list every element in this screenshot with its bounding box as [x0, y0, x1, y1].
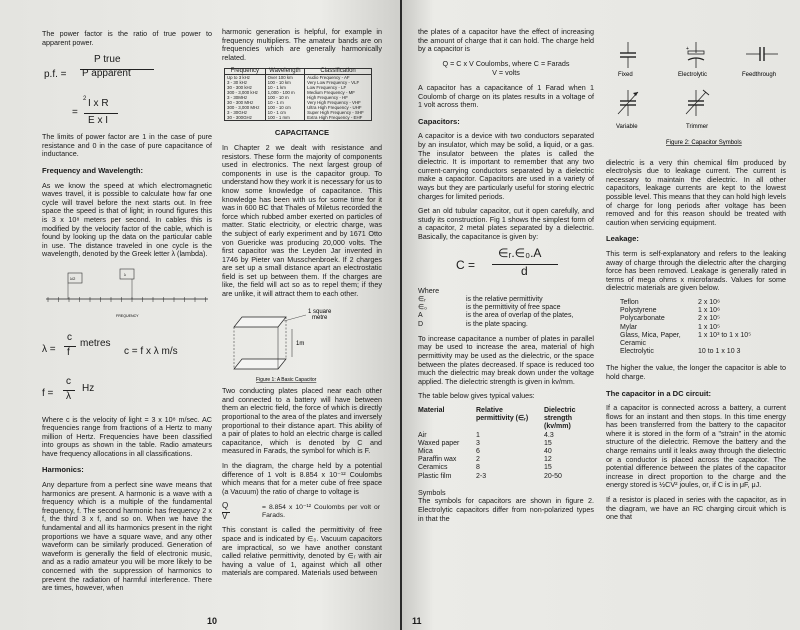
- frequency-heading: Frequency and Wavelength:: [42, 165, 143, 175]
- rc-circuit-paragraph: If a resistor is placed in series with the capacitor, as in the diagram, we have an RC charging circuit which is one that: [606, 495, 786, 522]
- pf-numerator: P true: [94, 54, 121, 66]
- leakage-row: [620, 340, 759, 348]
- lambda-denominator: f: [67, 346, 70, 358]
- wavelength-scale-figure: [42, 265, 212, 327]
- feedthrough-capacitor-icon: [746, 47, 778, 61]
- where-definitions: [418, 296, 581, 329]
- mat-permittivity: 6: [476, 448, 480, 456]
- f-denominator: λ: [66, 390, 71, 402]
- leakage-material: Polycarbonate: [620, 315, 665, 323]
- mat-table-row: [418, 440, 594, 448]
- trimmer-capacitor-icon: [686, 90, 709, 116]
- ftable-frequency-value: Up to 3 kHz: [227, 75, 250, 81]
- right-column-1: [418, 28, 594, 529]
- mat-header-material: Material: [418, 407, 445, 415]
- ftable-classification-value: Low Frequency - LF: [307, 85, 347, 91]
- mat-strength: 20-50: [544, 472, 562, 480]
- ftable-wavelength-value: Over 100 km: [267, 75, 293, 81]
- leakage-row: [620, 332, 759, 340]
- pf-denominator-2: E x I: [88, 115, 109, 127]
- ftable-classification-value: Super High Frequency - SHF: [307, 110, 364, 116]
- capacitance-formula: [418, 247, 594, 287]
- light-velocity-paragraph: Where c is the velocity of light = 3 x 10⁸ m/sec. AC frequencies range from fractions of a Hertz to many million of Hertz. Frequencies have been classified into groups as shown in the table. Radio amateurs have frequency allocations in all classifications.: [42, 414, 212, 458]
- ftable-header-frequency: Frequency: [225, 69, 266, 75]
- leakage-value: 2 x 10⁵: [698, 315, 720, 323]
- capacitors-heading: Capacitors:: [418, 116, 460, 126]
- mat-material: Paraffin wax: [418, 456, 457, 464]
- mat-strength: 40: [544, 448, 552, 456]
- leakage-material: Electrolytic: [620, 348, 654, 356]
- fig1-leader: [284, 315, 306, 321]
- mat-permittivity: 8: [476, 464, 480, 472]
- ftable-wavelength-value: 100 - 1 mm: [267, 115, 290, 121]
- leakage-row: [620, 324, 759, 332]
- leakage-material: Teflon: [620, 298, 639, 306]
- leakage-row: [620, 315, 759, 323]
- ftable-classification-value: High Frequency - HF: [307, 95, 348, 101]
- ftable-wavelength-value: 100 - 10 cm: [267, 105, 291, 111]
- mat-material: Air: [418, 431, 427, 439]
- mat-material: Plastic film: [418, 472, 452, 480]
- qv-numerator: Q: [222, 501, 229, 511]
- table-intro: The table below gives typical values:: [418, 391, 535, 401]
- leakage-material: Mylar: [620, 323, 638, 331]
- mat-permittivity: 2: [476, 456, 480, 464]
- fig1-caption: Figure 1: A Basic Capacitor: [256, 376, 317, 383]
- mat-table-row: [418, 432, 594, 440]
- ftable-wavelength-value: 100 - 10 m: [267, 95, 289, 101]
- harmonics-paragraph: Any departure from a perfect sine wave means that harmonics are present. A harmonic is a wave with a frequency which is a multiple of the fundamental frequency, f. The second harmonic has frequency 2 x f, the third 3 x f, and so on. When we have the fundamental and all its harmonics present in the right proportions we have a square wave, and any other waveform can be similarly produced. Generation of waveform is generally the field of electronic music, and as a radio amateur you will be more likely to be concerned with the suppression of harmonics to prevent the radiation of harmful interference. There are times, however, when: [42, 480, 212, 593]
- pf-numerator-2: I x R: [88, 98, 109, 110]
- variable-capacitor-icon: [618, 90, 638, 116]
- tubular-paragraph: Get an old tubular capacitor, cut it open carefully, and study its construction. Fig 1 shows the simplest form of a capacitor, 2 metal plates separated by a dielectric. Basically, the capacitance is given by:: [418, 206, 594, 241]
- ftable-header-classification: Classification: [305, 69, 372, 75]
- left-column-2: [222, 28, 382, 584]
- symbols-heading: Symbols: [418, 487, 446, 497]
- leakage-values-table: [620, 299, 759, 356]
- mat-table-body: [418, 432, 594, 481]
- plates-continued: the plates of a capacitor have the effect of increasing the amount of charge that it can hold. The charge held by a capacitor is: [418, 27, 594, 54]
- mat-table-row: [418, 473, 594, 481]
- pf-superscript: 2: [83, 96, 87, 103]
- c-formula-lhs: C =: [456, 258, 476, 273]
- farad-paragraph: A capacitor has a capacitance of 1 Farad when 1 Coulomb of charge on its plates results in a voltage of 1 volt across them.: [418, 82, 594, 110]
- conducting-plates-paragraph: Two conducting plates placed near each other and connected to a battery will have between them an electric field, the force of which is directly proportional to the area of the plates and inversely proportional to their distance apart. This ability of a pair of plates to hold an electric charge is called capacitance, which is denoted by C and measured in Farads, the symbol for which is F.: [222, 386, 382, 456]
- svg-text:+: +: [686, 46, 689, 52]
- right-page-number: 11: [412, 616, 422, 626]
- mat-header-strength: Dielectric strength (kv/mm): [544, 407, 576, 431]
- pf-denominator: P apparent: [82, 68, 131, 80]
- fig1-label-metre: metre: [312, 314, 328, 321]
- leakage-row: [620, 299, 759, 307]
- where-title: Where: [418, 286, 440, 296]
- mat-material: Ceramics: [418, 464, 448, 472]
- leakage-value: 1 x 10⁶: [698, 307, 720, 315]
- mat-permittivity: 1: [476, 431, 480, 439]
- qv-value: = 8.854 x 10⁻¹² Coulombs per volt or Farads.: [262, 504, 380, 520]
- where-description: is the plate spacing.: [466, 320, 528, 328]
- ftable-frequency-value: 30 - 300 kHz: [227, 85, 252, 91]
- qcv-volts: V = volts: [492, 68, 520, 78]
- ftable-frequency-value: 300 - 3,000 kHz: [227, 90, 258, 96]
- leakage-material: Glass, Mica, Paper,: [620, 331, 681, 339]
- mat-strength: 15: [544, 464, 552, 472]
- mat-strength: 4.3: [544, 431, 554, 439]
- f-eq: f =: [42, 387, 54, 399]
- left-column-1: [42, 30, 212, 599]
- right-column-2: [606, 36, 786, 528]
- c-formula-numerator: ∈ᵣ.∈₀.A: [498, 246, 542, 261]
- leakage-value: 2 x 10⁶: [698, 298, 720, 306]
- ftable-frequency-value: 300 - 3,000 MHz: [227, 105, 260, 111]
- ftable-wavelength-value: 10 - 1 cm: [267, 110, 286, 116]
- leakage-value: 1 x 10⁵: [698, 323, 720, 331]
- c-formula-denominator: d: [521, 264, 528, 279]
- charge-diagram-paragraph: In the diagram, the charge held by a potential difference of 1 volt is 8.854 x 10⁻¹² Coulombs which means that for a meter cube of free space (a Vacuum) the ratio of charge to voltage is: [222, 461, 382, 496]
- harmonics-continued: harmonic generation is helpful, for example in frequency multipliers. The amateur bands are on frequencies which are generally harmonically related.: [222, 27, 382, 62]
- feedthrough-label: Feedthrough: [742, 72, 777, 78]
- leakage-value: [698, 340, 759, 348]
- where-symbol: ∈ᵣ: [418, 296, 426, 304]
- ftable-frequency-value: 3 - 30 kHz: [227, 80, 248, 86]
- frequency-paragraph: As we know the speed at which electromagnetic waves travel, it is possible to calculate how far one cycle will travel before the next starts out. In free space the speed is that of light; in round figures this is 3 x 10⁸ meters per second. In cables this is modified by the velocity factor of the cable, which is found by looking up the data on the particular cable in use. The distance traveled in one cycle is the wavelength, denoted by the Greek letter λ (lambda).: [42, 180, 212, 259]
- pf-equals: =: [72, 107, 78, 119]
- fig1-dimension-label: 1m: [296, 340, 305, 347]
- capacitance-heading: CAPACITANCE: [274, 128, 330, 138]
- frequency-axis-label: FREQUENCY: [116, 313, 139, 318]
- leakage-paragraph: This term is self-explanatory and refers to the leaking away of charge through the dielectric after the charging force has been removed. Leakage is generally rated in terms of mega ohms x microfarads. Values for some dielectric materials are given below.: [606, 248, 786, 293]
- mat-strength: 15: [544, 439, 552, 447]
- where-description: is the permittivity of free space: [466, 304, 561, 312]
- ftable-wavelength-cell: [265, 75, 305, 121]
- ftable-frequency-value: 3 - 30MHz: [227, 95, 248, 101]
- power-factor-formula: [42, 53, 212, 133]
- ftable-classification-value: Audio Frequency - AF: [307, 75, 350, 81]
- leakage-heading: Leakage:: [606, 234, 639, 244]
- ftable-frequency-value: 3 - 30GHz: [227, 110, 248, 116]
- symbols-paragraph: The symbols for capacitors are shown in figure 2. Electrolytic capacitors differ from non-polarized types in that the: [418, 496, 594, 523]
- where-row: [418, 296, 581, 304]
- higher-value-paragraph: The higher the value, the longer the capacitor is able to hold charge.: [606, 363, 786, 381]
- dielectric-materials-table: [418, 407, 594, 481]
- leakage-row: [620, 307, 759, 315]
- lambda-eq: λ =: [42, 343, 56, 355]
- ftable-wavelength-value: 100 - 10 km: [267, 80, 291, 86]
- lambda-bar: [64, 346, 76, 347]
- permittivity-paragraph: This constant is called the permittivity of free space and is indicated by ∈₀. Vacuum capacitors are impractical, so we have another constant called relative permittivity, denoted by ∈ᵣ with air having a value of 1, against which all other materials are compared. Materials used between: [222, 525, 382, 578]
- leakage-value: 1 x 10³ to 1 x 10⁵: [698, 331, 752, 339]
- where-symbol: D: [418, 320, 424, 328]
- mat-header-permittivity: Relative permittivity (∈ᵣ): [476, 407, 529, 423]
- variable-label: Variable: [616, 124, 638, 130]
- ftable-wavelength-value: 10 - 1 km: [267, 85, 286, 91]
- fig1-label-square: 1 square: [308, 308, 332, 315]
- mat-table-row: [418, 456, 594, 464]
- where-row: [418, 312, 581, 320]
- wave-tag-1: λ/2: [70, 275, 76, 281]
- ftable-classification-cell: [305, 75, 372, 121]
- mat-table-row: [418, 464, 594, 472]
- wave-tag-2: λ: [124, 271, 126, 277]
- mat-strength: 12: [544, 456, 552, 464]
- ftable-classification-value: Very Low Frequency - VLF: [307, 80, 360, 86]
- qcv-formula: Q = C x V Coulombs, where C = Farads: [442, 58, 570, 68]
- mat-material: Waxed paper: [418, 439, 460, 447]
- where-row: [418, 304, 581, 312]
- leakage-material: Polystyrene: [620, 307, 657, 315]
- ftable-classification-value: Extra High Frequency - EHF: [307, 115, 363, 121]
- where-symbol: A: [418, 312, 423, 320]
- where-symbol: ∈₀: [418, 304, 428, 312]
- frequency-classification-table: [224, 68, 372, 121]
- ftable-wavelength-value: 10 - 1 m: [267, 100, 284, 106]
- lambda-unit: metres: [80, 337, 111, 349]
- wave-tag-box-2: [120, 269, 134, 279]
- pf-fraction-bar-2: [84, 113, 118, 114]
- mat-permittivity: 2-3: [476, 472, 487, 480]
- lambda-numerator: c: [67, 331, 72, 343]
- top-plate: [234, 317, 286, 327]
- capacitance-paragraph: In Chapter 2 we dealt with resistance and resistors. These form the majority of components used in electronics. The next largest group of components in use is the capacitor group. To understand how they work it is necessary for us to know some knowledge of capacitance. This knowledge has been with us for some time for it was in 600 BC that Thales of Miletus recorded the force which rubbed amber exerted on particles of matter. Static electricity, or electric charge, was the subject of early experiment and by 1671 Otto von Guericke was producing 20,000 volts. The first capacitor was the Leyden Jar invented in 1746 by Pieter van Musschenbroek. If 2 charges are set up a small distance apart an electrostatic field is set up between them. If the charges are like, the field will act so as to repel them; if they are unlike, it will attract them to each other.: [222, 142, 382, 299]
- electrolytic-label: Electrolytic: [678, 72, 708, 78]
- left-page-number: 10: [207, 616, 218, 626]
- leakage-value: 10 to 1 x 10 3: [698, 348, 741, 356]
- ftable-classification-value: Ultra High Frequency - UHF: [307, 105, 362, 111]
- fixed-label: Fixed: [618, 72, 633, 78]
- leakage-table-body: [620, 299, 759, 356]
- f-numerator: c: [66, 375, 71, 387]
- where-description: is the relative permittivity: [466, 296, 543, 304]
- where-row: [418, 321, 581, 329]
- where-description: is the area of overlap of the plates,: [466, 312, 574, 320]
- leakage-row: [620, 348, 759, 356]
- capacitors-paragraph: A capacitor is a device with two conductors separated by an insulator, which may be solid, a liquid, or a gas. The insulator between the plates is called the dielectric. It is important to remember that any two current-carrying conductors separated by a dielectric make a capacitor. Capacitors are used in a variety of ways but they are particularly useful for storing electric charges for limited periods.: [418, 131, 594, 201]
- right-page: [402, 0, 800, 630]
- ftable-classification-value: Medium Frequency - MF: [307, 90, 355, 96]
- harmonics-heading: Harmonics:: [42, 465, 84, 475]
- mat-material: Mica: [418, 448, 433, 456]
- trimmer-label: Trimmer: [686, 124, 709, 130]
- pf-label: p.f. =: [44, 69, 67, 81]
- fig2-caption: Figure 2: Capacitor Symbols: [666, 140, 742, 146]
- f-unit: Hz: [82, 382, 95, 394]
- increase-capacitance-paragraph: To increase capacitance a number of plates in parallel may be used to increase the area, material of high permittivity may be used as the dielectric, or the space between the plates decreased. If space is reduced too much the dielectric may break down under the voltage applied. The dielectric strength is given in kv/mm.: [418, 333, 594, 386]
- ftable-wavelength-value: 1,000 - 100 m: [267, 90, 295, 96]
- ftable-frequency-value: 30 - 300GHz: [227, 115, 252, 121]
- ftable-classification-value: Very High Frequency - VHF: [307, 100, 361, 106]
- basic-capacitor-figure: [222, 305, 382, 385]
- frequency-axis-ticks: [48, 297, 206, 302]
- fixed-capacitor-icon: [620, 42, 636, 68]
- qv-formula: [222, 502, 382, 526]
- c-equation: c = f x λ m/s: [124, 345, 178, 357]
- wavelength-formulas: [42, 330, 212, 416]
- capacitor-symbols-figure: [606, 36, 786, 156]
- mat-table-row: [418, 448, 594, 456]
- dc-circuit-heading: The capacitor in a DC circuit:: [606, 388, 712, 398]
- qv-denominator: V: [222, 512, 228, 522]
- power-factor-intro: The power factor is the ratio of true power to apparent power.: [42, 29, 212, 47]
- leakage-material: Ceramic: [620, 339, 647, 347]
- ftable-frequency-value: 30 - 300 MHz: [227, 100, 254, 106]
- mat-permittivity: 3: [476, 439, 480, 447]
- dc-circuit-paragraph: If a capacitor is connected across a battery, a current flows for an instant and then stops. In this time energy has been transferred from the battery to the capacitor where it is stored in the form of a "strain" in the atomic structure of the dielectric. Remove the battery and the charge remains until it leaks away through the dielectric or a conductor is placed across the capacitor. The potential difference between the plates of the capacitor increase in direct proportion to the charge and the energy stored is ½CV² joules, or, if C is in μF, μJ.: [606, 403, 786, 490]
- ftable-frequency-cell: [225, 75, 266, 121]
- electrolytic-capacitor-icon: [686, 42, 704, 68]
- power-factor-limits: The limits of power factor are 1 in the case of pure resistance and 0 in the case of pure capacitance of inductance.: [42, 132, 212, 159]
- dielectric-paragraph: dielectric is a very thin chemical film produced by electrolysis due to leakage current. The current is necessary to maintain the dielectric. In all other capacitors, leakage currents are kept to the lowest possible level. This means that they can hold high levels of charge for long periods after voltage has been removed and for this reason should be treated with caution when servicing equipment.: [606, 157, 786, 227]
- ftable-header-wavelength: Wavelength: [265, 69, 305, 75]
